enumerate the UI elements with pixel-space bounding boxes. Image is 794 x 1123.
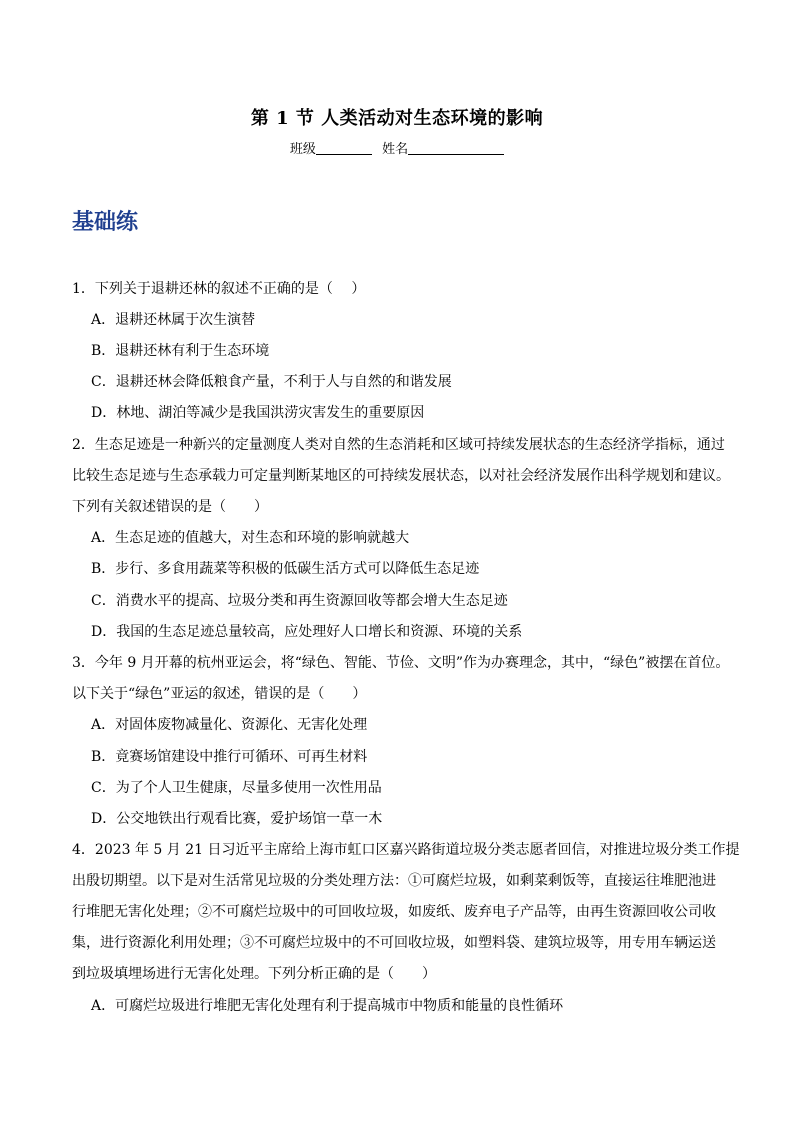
question-3-option-a: A．对固体废物减量化、资源化、无害化处理 (91, 717, 368, 733)
question-3-option-b: B．竟赛场馆建设中推行可循环、可再生材料 (91, 749, 368, 765)
class-blank (316, 141, 372, 155)
question-2-option-a: A．生态足迹的值越大，对生态和环境的影响就越大 (91, 530, 410, 546)
page-title: 第 1 节 人类活动对生态环境的影响 (250, 108, 544, 129)
question-2-option-c: C．消费水平的提高、垃圾分类和再生资源回收等都会增大生态足迹 (91, 593, 508, 609)
question-4-stem-line-1: 4．2023 年 5 月 21 日习近平主席给上海市虹口区嘉兴路街道垃圾分类志愿者回信，对推进垃圾分类工作提 (72, 842, 740, 858)
name-blank (408, 141, 504, 155)
question-4-option-a: A．可腐烂垃圾进行堆肥无害化处理有利于提高城市中物质和能量的良性循环 (91, 998, 564, 1014)
name-label: 姓名 (382, 142, 409, 157)
question-1-option-c: C．退耕还林会降低粮食产量，不利于人与自然的和谐发展 (91, 374, 452, 390)
question-3-option-c: C．为了个人卫生健康，尽量多使用一次性用品 (91, 780, 382, 796)
question-2-option-b: B．步行、多食用蔬菜等积极的低碳生活方式可以降低生态足迹 (91, 561, 480, 577)
question-2-stem-line-1: 2．生态足迹是一种新兴的定量测度人类对自然的生态消耗和区域可持续发展状态的生态经济学指标，通过 (72, 437, 725, 453)
question-3-stem-line-1: 3．今年 9 月开幕的杭州亚运会，将“绿色、智能、节俭、文明”作为办赛理念，其中，“绿色”被摆在首位。 (72, 655, 730, 671)
student-info-line (0, 138, 794, 157)
question-4-stem-line-4: 集，进行资源化利用处理；③不可腐烂垃圾中的不可回收垃圾，如塑料袋、建筑垃圾等，用专用车辆运送 (72, 935, 716, 951)
question-1-option-d: D．林地、湖泊等减少是我国洪涝灾害发生的重要原因 (91, 405, 425, 421)
question-4-stem-line-3: 行堆肥无害化处理；②不可腐烂垃圾中的可回收垃圾，如废纸、废弃电子产品等，由再生资源回收公司收 (72, 904, 716, 920)
question-2-stem-line-2: 比较生态足迹与生态承载力可定量判断某地区的可持续发展状态，以对社会经济发展作出科学规划和建议。 (72, 468, 730, 484)
class-label: 班级 (289, 142, 316, 157)
question-4-stem-line-5: 到垃圾填埋场进行无害化处理。下列分析正确的是（ ） (72, 966, 436, 982)
question-4-stem-line-2: 出殷切期望。以下是对生活常见垃圾的分类处理方法：①可腐烂垃圾，如剩菜剩饭等，直接运往堆肥池进 (72, 873, 716, 889)
question-2-option-d: D．我国的生态足迹总量较高，应处理好人口增长和资源、环境的关系 (91, 624, 523, 640)
question-2-stem-line-3: 下列有关叙述错误的是（ ） (72, 499, 268, 515)
question-3-option-d: D．公交地铁出行观看比赛，爱护场馆一草一木 (91, 811, 383, 827)
question-1-option-b: B．退耕还林有利于生态环境 (91, 343, 270, 359)
question-1-option-a: A．退耕还林属于次生演替 (91, 312, 256, 328)
section-heading: 基础练 (72, 209, 139, 235)
question-1-stem: 1．下列关于退耕还林的叙述不正确的是（ ） (72, 281, 366, 297)
question-3-stem-line-2: 以下关于“绿色”亚运的叙述，错误的是（ ） (72, 686, 367, 702)
